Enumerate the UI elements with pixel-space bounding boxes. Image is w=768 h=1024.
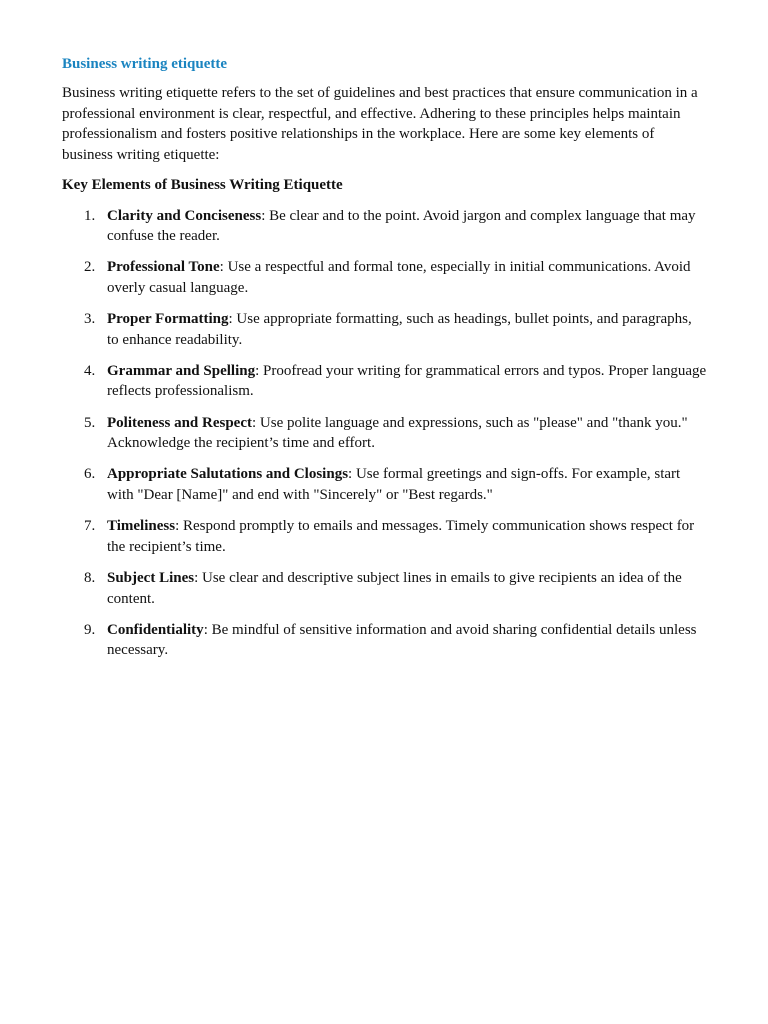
list-item-term: Politeness and Respect [107,414,252,431]
list-item-number: 3. [84,311,96,328]
list-item-term: Clarity and Conciseness [107,207,262,224]
list-item [62,309,707,350]
list-item-number: 4. [84,362,96,379]
list-item-text: : Use formal greetings and sign-offs. For example, start with "Dear [Name]" and end with "Sincerely" or "Best regards." [107,466,681,503]
list-item-term: Professional Tone [107,259,220,276]
key-elements-list [62,206,706,661]
list-item-text: : Use appropriate formatting, such as headings, bullet points, and paragraphs, to enhance readability. [107,311,692,348]
list-item-text: : Respond promptly to emails and messages. Timely communication shows respect for the recipient’s time. [107,518,695,555]
list-item-term: Appropriate Salutations and Closings [107,466,349,483]
section-heading: Key Elements of Business Writing Etiquette [62,177,343,193]
list-item-term: Timeliness [107,518,176,535]
list-item-number: 6. [84,466,96,483]
list-item-number: 1. [84,207,96,224]
intro-paragraph: Business writing etiquette refers to the set of guidelines and best practices that ensure communication in a professional environment is clear, respectful, and effective. Adhering to these principles helps maintain professionalism and fosters positive relationships in the workplace. Here are some key elements of business writing etiquette: [62,85,698,163]
list-item [62,620,707,661]
list-item-term: Proper Formatting [107,311,229,328]
list-item-number: 9. [84,621,96,638]
list-item-number: 8. [84,570,96,587]
list-item-number: 2. [84,259,96,276]
list-item-term: Confidentiality [107,621,204,638]
list-item-number: 7. [84,518,96,535]
document-title: Business writing etiquette [62,56,227,72]
list-item [62,413,707,454]
list-item-text: : Use clear and descriptive subject lines in emails to give recipients an idea of the content. [107,570,682,607]
list-item-text: : Use polite language and expressions, such as "please" and "thank you." Acknowledge the recipient’s time and effort. [107,414,688,452]
list-item-number: 5. [84,414,96,431]
list-item-term: Grammar and Spelling [107,362,256,379]
list-item-text: : Proofread your writing for grammatical errors and typos. Proper language reflects professionalism. [107,362,707,400]
list-item [62,257,707,298]
list-item [62,516,707,557]
list-item [62,206,707,247]
list-item-text: : Be clear and to the point. Avoid jargon and complex language that may confuse the reader. [107,207,696,244]
list-item [62,361,707,402]
list-item-text: : Use a respectful and formal tone, especially in initial communications. Avoid overly casual language. [107,259,691,296]
list-item [62,568,707,609]
list-item-text: : Be mindful of sensitive information and avoid sharing confidential details unless necessary. [107,621,697,659]
list-item [62,464,707,505]
list-item-term: Subject Lines [107,570,195,587]
